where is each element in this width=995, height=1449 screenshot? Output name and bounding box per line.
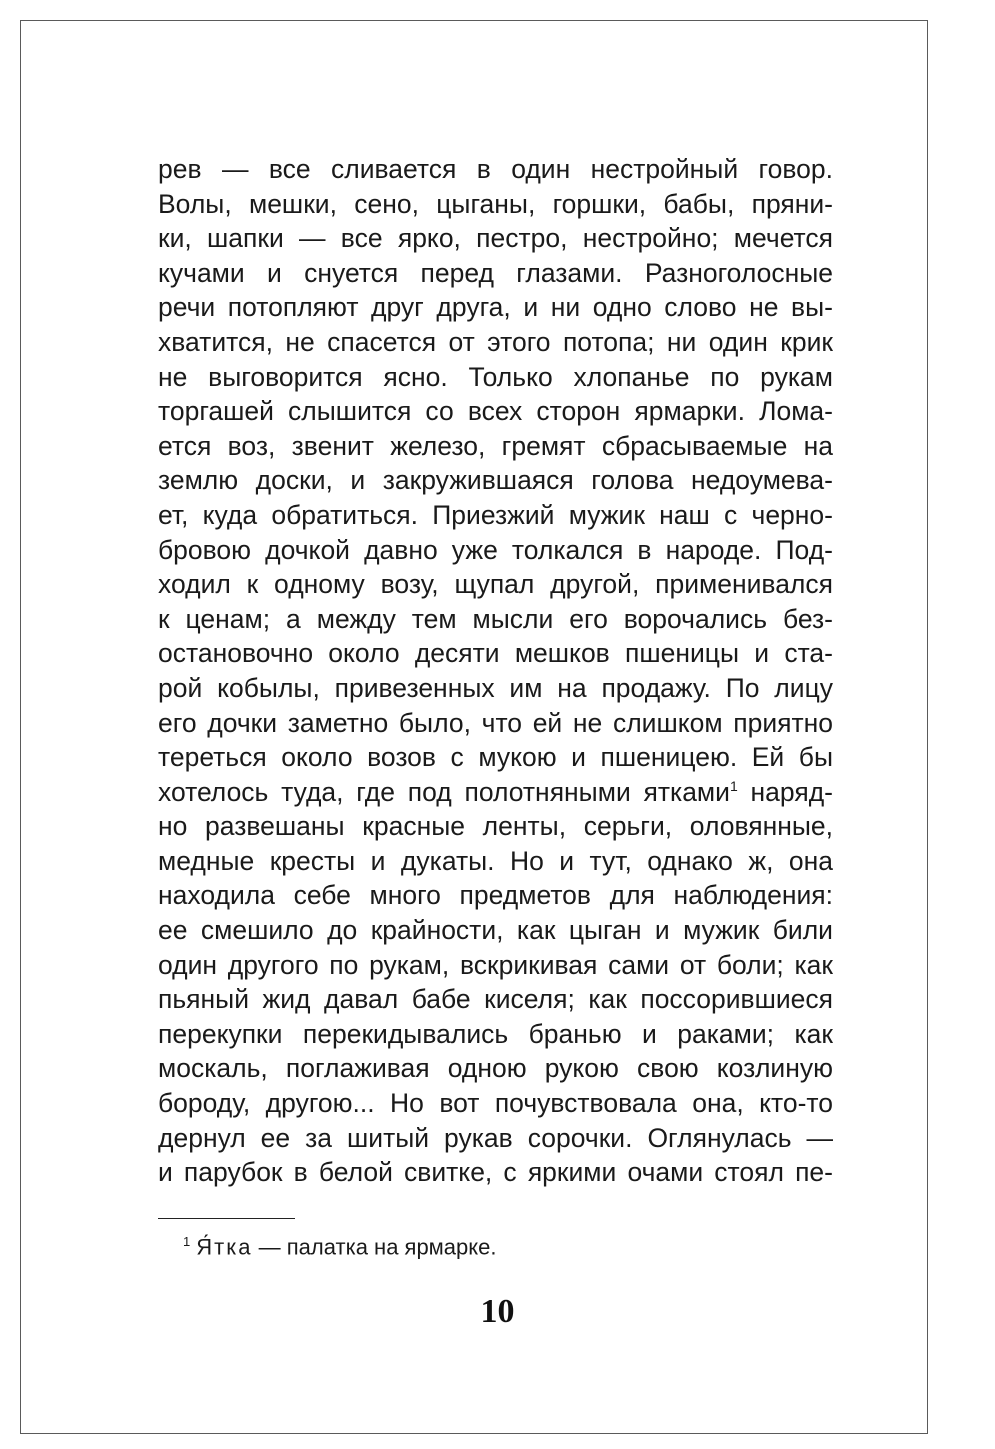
text-line: бороду, другою... Но вот почувствовала она, кто-то: [158, 1088, 833, 1119]
text-line: пьяный жид давал бабе киселя; как поссорившиеся: [158, 984, 833, 1015]
page-number: 10: [480, 1293, 515, 1330]
text-line: тереться около возов с мукою и пшеницею. Ей бы: [158, 742, 833, 773]
text-line: перекупки перекидывались бранью и раками; как: [158, 1018, 833, 1049]
text-line: речи потопляют друг друга, и ни одно слово не вы-: [158, 292, 833, 323]
footnote-term: Я́тка: [196, 1234, 253, 1260]
footnote-mark: 1: [183, 1234, 191, 1249]
text-segment: наряд-: [737, 776, 833, 807]
text-line: Волы, мешки, сено, цыганы, горшки, бабы, пряни-: [158, 188, 833, 219]
text-line: но развешаны красные ленты, серьги, оловянные,: [158, 811, 833, 842]
text-line: дернул ее за шитый рукав сорочки. Оглянулась —: [158, 1122, 833, 1153]
text-line: ходил к одному возу, щупал другой, применивался: [158, 569, 833, 600]
text-line: один другого по рукам, вскрикивая сами от боли; как: [158, 949, 833, 980]
footnote: [183, 1234, 497, 1260]
text-line: остановочно около десяти мешков пшеницы и ста-: [158, 638, 833, 669]
text-line: ки, шапки — все ярко, пестро, нестройно; мечется: [158, 223, 833, 254]
text-line: находила себе много предметов для наблюдения:: [158, 880, 833, 911]
text-line: бровою дочкой давно уже толкался в народе. Под-: [158, 534, 833, 565]
footnote-divider: [158, 1218, 295, 1219]
text-line: торгашей слышится со всех сторон ярмарки. Лома-: [158, 396, 833, 427]
text-line: землю доски, и закружившаяся голова недоумева-: [158, 465, 833, 496]
text-line: ется воз, звенит железо, гремят сбрасываемые на: [158, 430, 833, 461]
text-line: ет, куда обратиться. Приезжий мужик наш с черно-: [158, 499, 833, 530]
text-line-with-footnote-ref: [158, 775, 833, 810]
text-line: кучами и снуется перед глазами. Разноголосные: [158, 257, 833, 288]
footnote-text: — палатка на ярмарке.: [252, 1234, 497, 1260]
footnote-reference[interactable]: 1: [729, 777, 738, 794]
text-line: и парубок в белой свитке, с яркими очами стоял пе-: [158, 1157, 833, 1188]
text-line: к ценам; а между тем мысли его ворочались без-: [158, 603, 833, 634]
text-line: рев — все сливается в один нестройный говор.: [158, 154, 833, 184]
text-line: рой кобылы, привезенных им на продажу. По лицу: [158, 672, 833, 703]
text-line: медные кресты и дукаты. Но и тут, однако ж, она: [158, 845, 833, 876]
text-line: москаль, поглаживая одною рукою свою козлиную: [158, 1053, 833, 1084]
text-line: его дочки заметно было, что ей не слишком приятно: [158, 707, 833, 738]
text-line: не выговорится ясно. Только хлопанье по рукам: [158, 361, 833, 392]
body-text: [158, 152, 833, 1190]
text-segment: хотелось туда, где под полотняными ятками: [158, 776, 730, 807]
text-line: ее смешило до крайности, как цыган и мужик били: [158, 915, 833, 946]
text-line: хватится, не спасется от этого потопа; ни один крик: [158, 326, 833, 357]
